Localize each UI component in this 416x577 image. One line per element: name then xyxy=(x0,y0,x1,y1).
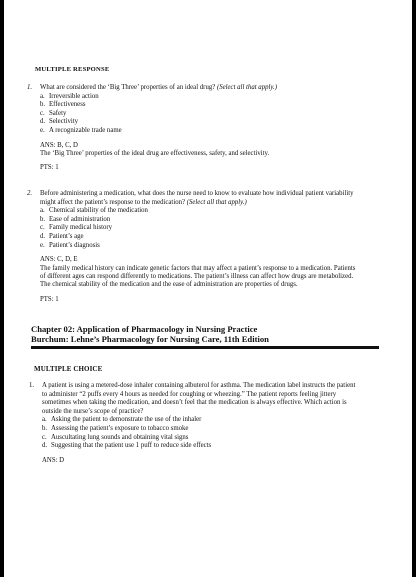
section-heading-multiple-response: MULTIPLE RESPONSE xyxy=(35,66,110,73)
option-c xyxy=(27,224,358,233)
option-letter: b. xyxy=(42,424,48,432)
option-a xyxy=(27,93,358,102)
option-text: Chemical stability of the medication xyxy=(49,207,148,215)
question-text: Before administering a medication, what does the nurse need to know to evaluate how individual patient variability might affect the patient’s response to the medication? xyxy=(40,190,354,206)
option-text: Effectiveness xyxy=(49,101,86,109)
question-1 xyxy=(27,84,358,173)
select-instruction: (Select all that apply.) xyxy=(216,84,277,91)
option-letter: a. xyxy=(42,416,47,424)
option-list xyxy=(27,93,358,136)
option-text: Irreversible action xyxy=(49,92,99,100)
chapter-title: Chapter 02: Application of Pharmacology in Nursing Practice xyxy=(31,324,258,334)
option-letter: b. xyxy=(40,101,46,109)
question-3 xyxy=(29,382,360,465)
question-text: A patient is using a metered-dose inhaler containing albuterol for asthma. The medication label instructs the patient to administer “2 puffs every 4 hours as needed for coughing or wheezing.” The patient reports feeling jittery sometimes when taking the medication, and doesn’t feel that the medication is always effective. Which action is outside the nurse’s scope of practice? xyxy=(42,382,356,415)
option-e xyxy=(27,127,358,136)
option-letter: b. xyxy=(40,215,46,223)
option-text: Suggesting that the patient use 1 puff to reduce side effects xyxy=(51,442,212,450)
option-text: Safety xyxy=(49,109,67,117)
option-a xyxy=(29,416,360,425)
option-b xyxy=(29,425,360,434)
answer: ANS: B, C, D xyxy=(40,141,78,149)
option-e xyxy=(27,242,358,251)
option-text: Patient’s diagnosis xyxy=(49,241,100,249)
option-text: Patient’s age xyxy=(49,232,84,240)
option-letter: c. xyxy=(42,433,47,441)
answer: ANS: C, D, E xyxy=(40,256,78,264)
option-text: Auscultating lung sounds and obtaining vital signs xyxy=(51,433,189,441)
option-d xyxy=(27,233,358,242)
question-2 xyxy=(27,190,358,304)
option-b xyxy=(27,216,358,225)
document-page xyxy=(4,0,412,577)
points: PTS: 1 xyxy=(40,295,59,303)
option-letter: d. xyxy=(40,232,46,240)
answer: ANS: D xyxy=(42,456,65,464)
option-text: Assessing the patient’s exposure to tobacco smoke xyxy=(51,424,189,432)
question-stem xyxy=(29,382,360,416)
option-letter: d. xyxy=(42,442,48,450)
rationale: The family medical history can indicate genetic factors that may affect a patient’s response to a medication. Patients of different ages can respond differently to medications. The patient’s illness can affect how drugs are metabolized. The chemical stability of the medication and the ease of administration are properties of drugs. xyxy=(40,264,356,289)
option-letter: c. xyxy=(40,109,45,117)
book-title: Burchum: Lehne’s Pharmacology for Nursing Care, 11th Edition xyxy=(31,334,269,345)
option-d xyxy=(27,118,358,127)
option-letter: e. xyxy=(40,241,45,249)
option-b xyxy=(27,101,358,110)
option-d xyxy=(29,442,360,451)
question-number: 1. xyxy=(29,382,35,389)
rationale: The ‘Big Three’ properties of the ideal drug are effectiveness, safety, and selectivity. xyxy=(40,149,270,157)
option-list xyxy=(27,207,358,250)
option-list xyxy=(29,416,360,450)
option-text: Ease of administration xyxy=(49,215,111,223)
option-text: Asking the patient to demonstrate the use of the inhaler xyxy=(51,416,202,424)
option-letter: c. xyxy=(40,224,45,232)
option-c xyxy=(27,110,358,119)
question-stem xyxy=(27,190,358,207)
question-number: 2. xyxy=(27,190,33,197)
question-number: 1. xyxy=(27,84,33,91)
option-text: Family medical history xyxy=(49,224,113,232)
question-text: What are considered the ‘Big Three’ properties of an ideal drug? xyxy=(40,84,216,91)
option-letter: a. xyxy=(40,92,45,100)
chapter-heading xyxy=(31,324,269,345)
section-heading-multiple-choice: MULTIPLE CHOICE xyxy=(34,365,103,373)
option-a xyxy=(27,207,358,216)
option-text: Selectivity xyxy=(49,118,79,126)
option-text: A recognizable trade name xyxy=(49,126,122,134)
question-stem xyxy=(27,84,358,93)
heading-divider xyxy=(31,346,379,349)
points: PTS: 1 xyxy=(40,164,59,172)
option-c xyxy=(29,434,360,443)
option-letter: a. xyxy=(40,207,45,215)
option-letter: e. xyxy=(40,126,45,134)
option-letter: d. xyxy=(40,118,46,126)
select-instruction: (Select all that apply.) xyxy=(186,198,247,206)
